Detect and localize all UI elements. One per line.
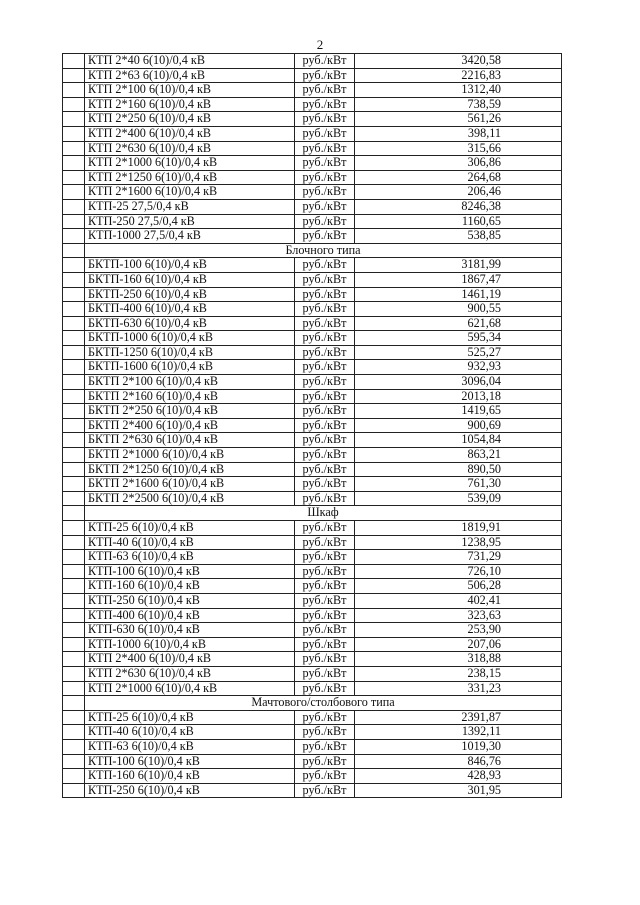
- table-row: [63, 725, 562, 740]
- unit-cell: руб./кВт: [295, 608, 355, 623]
- price-value: 1461,19: [355, 287, 562, 302]
- price-value: 253,90: [355, 623, 562, 638]
- unit-cell: руб./кВт: [295, 54, 355, 69]
- row-number-cell: [63, 272, 85, 287]
- unit-cell: руб./кВт: [295, 521, 355, 536]
- price-value: 318,88: [355, 652, 562, 667]
- row-number-cell: [63, 243, 85, 258]
- equipment-name: КТП-400 6(10)/0,4 кВ: [85, 608, 295, 623]
- row-number-cell: [63, 550, 85, 565]
- unit-cell: руб./кВт: [295, 462, 355, 477]
- unit-cell: руб./кВт: [295, 593, 355, 608]
- section-title: Блочного типа: [85, 243, 562, 258]
- row-number-cell: [63, 229, 85, 244]
- table-row: [63, 579, 562, 594]
- equipment-name: БКТП-160 6(10)/0,4 кВ: [85, 272, 295, 287]
- row-number-cell: [63, 710, 85, 725]
- row-number-cell: [63, 506, 85, 521]
- equipment-name: КТП-25 27,5/0,4 кВ: [85, 199, 295, 214]
- row-number-cell: [63, 652, 85, 667]
- table-row: [63, 375, 562, 390]
- equipment-name: БКТП 2*1250 6(10)/0,4 кВ: [85, 462, 295, 477]
- row-number-cell: [63, 448, 85, 463]
- table-row: [63, 623, 562, 638]
- unit-cell: руб./кВт: [295, 83, 355, 98]
- row-number-cell: [63, 725, 85, 740]
- price-value: 561,26: [355, 112, 562, 127]
- table-row: [63, 477, 562, 492]
- equipment-name: КТП 2*400 6(10)/0,4 кВ: [85, 126, 295, 141]
- unit-cell: руб./кВт: [295, 170, 355, 185]
- price-value: 206,46: [355, 185, 562, 200]
- table-row: [63, 418, 562, 433]
- equipment-name: КТП 2*1600 6(10)/0,4 кВ: [85, 185, 295, 200]
- price-value: 315,66: [355, 141, 562, 156]
- row-number-cell: [63, 491, 85, 506]
- price-value: 306,86: [355, 156, 562, 171]
- row-number-cell: [63, 185, 85, 200]
- price-value: 738,59: [355, 97, 562, 112]
- table-row: [63, 54, 562, 69]
- table-row: [63, 637, 562, 652]
- table-row: [63, 404, 562, 419]
- table-row: [63, 389, 562, 404]
- unit-cell: руб./кВт: [295, 783, 355, 798]
- row-number-cell: [63, 769, 85, 784]
- table-row: [63, 608, 562, 623]
- unit-cell: руб./кВт: [295, 214, 355, 229]
- row-number-cell: [63, 97, 85, 112]
- equipment-name: КТП 2*630 6(10)/0,4 кВ: [85, 666, 295, 681]
- unit-cell: руб./кВт: [295, 126, 355, 141]
- row-number-cell: [63, 608, 85, 623]
- page-number: 2: [316, 37, 324, 52]
- equipment-name: КТП-250 6(10)/0,4 кВ: [85, 783, 295, 798]
- equipment-name: КТП 2*1250 6(10)/0,4 кВ: [85, 170, 295, 185]
- equipment-name: КТП-25 6(10)/0,4 кВ: [85, 710, 295, 725]
- table-row: [63, 302, 562, 317]
- equipment-name: КТП 2*63 6(10)/0,4 кВ: [85, 68, 295, 83]
- section-row: [63, 696, 562, 711]
- equipment-name: БКТП 2*160 6(10)/0,4 кВ: [85, 389, 295, 404]
- row-number-cell: [63, 739, 85, 754]
- equipment-name: КТП-63 6(10)/0,4 кВ: [85, 739, 295, 754]
- table-row: [63, 433, 562, 448]
- unit-cell: руб./кВт: [295, 666, 355, 681]
- row-number-cell: [63, 696, 85, 711]
- price-value: 238,15: [355, 666, 562, 681]
- section-row: [63, 243, 562, 258]
- unit-cell: руб./кВт: [295, 272, 355, 287]
- unit-cell: руб./кВт: [295, 710, 355, 725]
- equipment-name: КТП 2*1000 6(10)/0,4 кВ: [85, 156, 295, 171]
- table-row: [63, 564, 562, 579]
- table-row: [63, 287, 562, 302]
- equipment-name: КТП-630 6(10)/0,4 кВ: [85, 623, 295, 638]
- unit-cell: руб./кВт: [295, 739, 355, 754]
- unit-cell: руб./кВт: [295, 229, 355, 244]
- unit-cell: руб./кВт: [295, 345, 355, 360]
- unit-cell: руб./кВт: [295, 360, 355, 375]
- row-number-cell: [63, 418, 85, 433]
- table-row: [63, 521, 562, 536]
- price-value: 398,11: [355, 126, 562, 141]
- table-row: [63, 448, 562, 463]
- unit-cell: руб./кВт: [295, 579, 355, 594]
- equipment-name: КТП 2*160 6(10)/0,4 кВ: [85, 97, 295, 112]
- equipment-name: КТП-63 6(10)/0,4 кВ: [85, 550, 295, 565]
- price-value: 2216,83: [355, 68, 562, 83]
- price-value: 3181,99: [355, 258, 562, 273]
- equipment-name: БКТП 2*250 6(10)/0,4 кВ: [85, 404, 295, 419]
- unit-cell: руб./кВт: [295, 68, 355, 83]
- equipment-name: КТП-25 6(10)/0,4 кВ: [85, 521, 295, 536]
- row-number-cell: [63, 126, 85, 141]
- table-row: [63, 331, 562, 346]
- table-row: [63, 141, 562, 156]
- table-row: [63, 491, 562, 506]
- table-row: [63, 360, 562, 375]
- unit-cell: руб./кВт: [295, 754, 355, 769]
- price-value: 1392,11: [355, 725, 562, 740]
- unit-cell: руб./кВт: [295, 535, 355, 550]
- equipment-name: БКТП 2*400 6(10)/0,4 кВ: [85, 418, 295, 433]
- row-number-cell: [63, 564, 85, 579]
- row-number-cell: [63, 404, 85, 419]
- table-row: [63, 229, 562, 244]
- price-value: 726,10: [355, 564, 562, 579]
- table-row: [63, 316, 562, 331]
- row-number-cell: [63, 389, 85, 404]
- equipment-name: КТП 2*1000 6(10)/0,4 кВ: [85, 681, 295, 696]
- equipment-name: БКТП-100 6(10)/0,4 кВ: [85, 258, 295, 273]
- price-value: 539,09: [355, 491, 562, 506]
- price-value: 428,93: [355, 769, 562, 784]
- table-row: [63, 83, 562, 98]
- unit-cell: руб./кВт: [295, 389, 355, 404]
- row-number-cell: [63, 521, 85, 536]
- price-value: 1867,47: [355, 272, 562, 287]
- price-value: 890,50: [355, 462, 562, 477]
- price-table: [62, 53, 562, 798]
- unit-cell: руб./кВт: [295, 681, 355, 696]
- price-value: 2391,87: [355, 710, 562, 725]
- unit-cell: руб./кВт: [295, 331, 355, 346]
- row-number-cell: [63, 579, 85, 594]
- price-value: 1238,95: [355, 535, 562, 550]
- section-row: [63, 506, 562, 521]
- equipment-name: КТП-1000 6(10)/0,4 кВ: [85, 637, 295, 652]
- equipment-name: КТП 2*400 6(10)/0,4 кВ: [85, 652, 295, 667]
- equipment-name: БКТП 2*2500 6(10)/0,4 кВ: [85, 491, 295, 506]
- table-row: [63, 156, 562, 171]
- equipment-name: БКТП-1600 6(10)/0,4 кВ: [85, 360, 295, 375]
- unit-cell: руб./кВт: [295, 287, 355, 302]
- equipment-name: КТП-160 6(10)/0,4 кВ: [85, 769, 295, 784]
- price-value: 8246,38: [355, 199, 562, 214]
- unit-cell: руб./кВт: [295, 185, 355, 200]
- unit-cell: руб./кВт: [295, 141, 355, 156]
- unit-cell: руб./кВт: [295, 418, 355, 433]
- row-number-cell: [63, 666, 85, 681]
- row-number-cell: [63, 141, 85, 156]
- row-number-cell: [63, 331, 85, 346]
- equipment-name: БКТП 2*1600 6(10)/0,4 кВ: [85, 477, 295, 492]
- unit-cell: руб./кВт: [295, 477, 355, 492]
- price-value: 3420,58: [355, 54, 562, 69]
- price-value: 264,68: [355, 170, 562, 185]
- row-number-cell: [63, 783, 85, 798]
- unit-cell: руб./кВт: [295, 404, 355, 419]
- table-row: [63, 739, 562, 754]
- section-title: Шкаф: [85, 506, 562, 521]
- equipment-name: БКТП 2*630 6(10)/0,4 кВ: [85, 433, 295, 448]
- unit-cell: руб./кВт: [295, 258, 355, 273]
- equipment-name: КТП-160 6(10)/0,4 кВ: [85, 579, 295, 594]
- equipment-name: КТП-40 6(10)/0,4 кВ: [85, 535, 295, 550]
- table-row: [63, 754, 562, 769]
- equipment-name: КТП-250 6(10)/0,4 кВ: [85, 593, 295, 608]
- table-row: [63, 462, 562, 477]
- row-number-cell: [63, 214, 85, 229]
- equipment-name: КТП 2*250 6(10)/0,4 кВ: [85, 112, 295, 127]
- row-number-cell: [63, 156, 85, 171]
- row-number-cell: [63, 637, 85, 652]
- price-value: 761,30: [355, 477, 562, 492]
- equipment-name: КТП 2*630 6(10)/0,4 кВ: [85, 141, 295, 156]
- row-number-cell: [63, 302, 85, 317]
- table-row: [63, 97, 562, 112]
- price-value: 3096,04: [355, 375, 562, 390]
- table-row: [63, 170, 562, 185]
- table-row: [63, 769, 562, 784]
- price-value: 2013,18: [355, 389, 562, 404]
- price-value: 1160,65: [355, 214, 562, 229]
- equipment-name: КТП-100 6(10)/0,4 кВ: [85, 754, 295, 769]
- equipment-name: КТП-100 6(10)/0,4 кВ: [85, 564, 295, 579]
- price-value: 1419,65: [355, 404, 562, 419]
- price-value: 863,21: [355, 448, 562, 463]
- equipment-name: БКТП-400 6(10)/0,4 кВ: [85, 302, 295, 317]
- price-value: 731,29: [355, 550, 562, 565]
- table-row: [63, 550, 562, 565]
- price-value: 1019,30: [355, 739, 562, 754]
- table-row: [63, 112, 562, 127]
- price-value: 595,34: [355, 331, 562, 346]
- row-number-cell: [63, 199, 85, 214]
- row-number-cell: [63, 360, 85, 375]
- unit-cell: руб./кВт: [295, 725, 355, 740]
- price-value: 900,55: [355, 302, 562, 317]
- row-number-cell: [63, 112, 85, 127]
- price-value: 207,06: [355, 637, 562, 652]
- table-row: [63, 214, 562, 229]
- price-value: 331,23: [355, 681, 562, 696]
- equipment-name: БКТП 2*100 6(10)/0,4 кВ: [85, 375, 295, 390]
- unit-cell: руб./кВт: [295, 491, 355, 506]
- price-value: 846,76: [355, 754, 562, 769]
- unit-cell: руб./кВт: [295, 375, 355, 390]
- table-row: [63, 710, 562, 725]
- equipment-name: БКТП-630 6(10)/0,4 кВ: [85, 316, 295, 331]
- price-value: 402,41: [355, 593, 562, 608]
- row-number-cell: [63, 593, 85, 608]
- price-value: 301,95: [355, 783, 562, 798]
- unit-cell: руб./кВт: [295, 433, 355, 448]
- unit-cell: руб./кВт: [295, 564, 355, 579]
- equipment-name: БКТП 2*1000 6(10)/0,4 кВ: [85, 448, 295, 463]
- unit-cell: руб./кВт: [295, 550, 355, 565]
- table-row: [63, 126, 562, 141]
- unit-cell: руб./кВт: [295, 448, 355, 463]
- table-row: [63, 652, 562, 667]
- row-number-cell: [63, 681, 85, 696]
- equipment-name: КТП 2*100 6(10)/0,4 кВ: [85, 83, 295, 98]
- equipment-name: БКТП-1250 6(10)/0,4 кВ: [85, 345, 295, 360]
- unit-cell: руб./кВт: [295, 769, 355, 784]
- table-row: [63, 593, 562, 608]
- row-number-cell: [63, 54, 85, 69]
- row-number-cell: [63, 462, 85, 477]
- unit-cell: руб./кВт: [295, 156, 355, 171]
- row-number-cell: [63, 623, 85, 638]
- row-number-cell: [63, 433, 85, 448]
- equipment-name: КТП-1000 27,5/0,4 кВ: [85, 229, 295, 244]
- unit-cell: руб./кВт: [295, 97, 355, 112]
- table-row: [63, 258, 562, 273]
- price-value: 900,69: [355, 418, 562, 433]
- table-row: [63, 272, 562, 287]
- price-value: 621,68: [355, 316, 562, 331]
- table-row: [63, 345, 562, 360]
- price-value: 1312,40: [355, 83, 562, 98]
- equipment-name: БКТП-250 6(10)/0,4 кВ: [85, 287, 295, 302]
- equipment-name: КТП-250 27,5/0,4 кВ: [85, 214, 295, 229]
- unit-cell: руб./кВт: [295, 652, 355, 667]
- price-value: 525,27: [355, 345, 562, 360]
- table-row: [63, 68, 562, 83]
- table-row: [63, 535, 562, 550]
- equipment-name: КТП-40 6(10)/0,4 кВ: [85, 725, 295, 740]
- price-table-body: [63, 54, 562, 798]
- equipment-name: БКТП-1000 6(10)/0,4 кВ: [85, 331, 295, 346]
- table-row: [63, 199, 562, 214]
- price-value: 932,93: [355, 360, 562, 375]
- row-number-cell: [63, 345, 85, 360]
- unit-cell: руб./кВт: [295, 112, 355, 127]
- table-row: [63, 666, 562, 681]
- row-number-cell: [63, 68, 85, 83]
- price-value: 323,63: [355, 608, 562, 623]
- row-number-cell: [63, 535, 85, 550]
- table-row: [63, 681, 562, 696]
- unit-cell: руб./кВт: [295, 302, 355, 317]
- row-number-cell: [63, 83, 85, 98]
- price-value: 1819,91: [355, 521, 562, 536]
- row-number-cell: [63, 375, 85, 390]
- price-value: 506,28: [355, 579, 562, 594]
- row-number-cell: [63, 754, 85, 769]
- equipment-name: КТП 2*40 6(10)/0,4 кВ: [85, 54, 295, 69]
- price-value: 1054,84: [355, 433, 562, 448]
- section-title: Мачтового/столбового типа: [85, 696, 562, 711]
- table-row: [63, 783, 562, 798]
- row-number-cell: [63, 258, 85, 273]
- row-number-cell: [63, 170, 85, 185]
- row-number-cell: [63, 287, 85, 302]
- price-value: 538,85: [355, 229, 562, 244]
- row-number-cell: [63, 316, 85, 331]
- unit-cell: руб./кВт: [295, 637, 355, 652]
- unit-cell: руб./кВт: [295, 623, 355, 638]
- row-number-cell: [63, 477, 85, 492]
- table-row: [63, 185, 562, 200]
- unit-cell: руб./кВт: [295, 316, 355, 331]
- unit-cell: руб./кВт: [295, 199, 355, 214]
